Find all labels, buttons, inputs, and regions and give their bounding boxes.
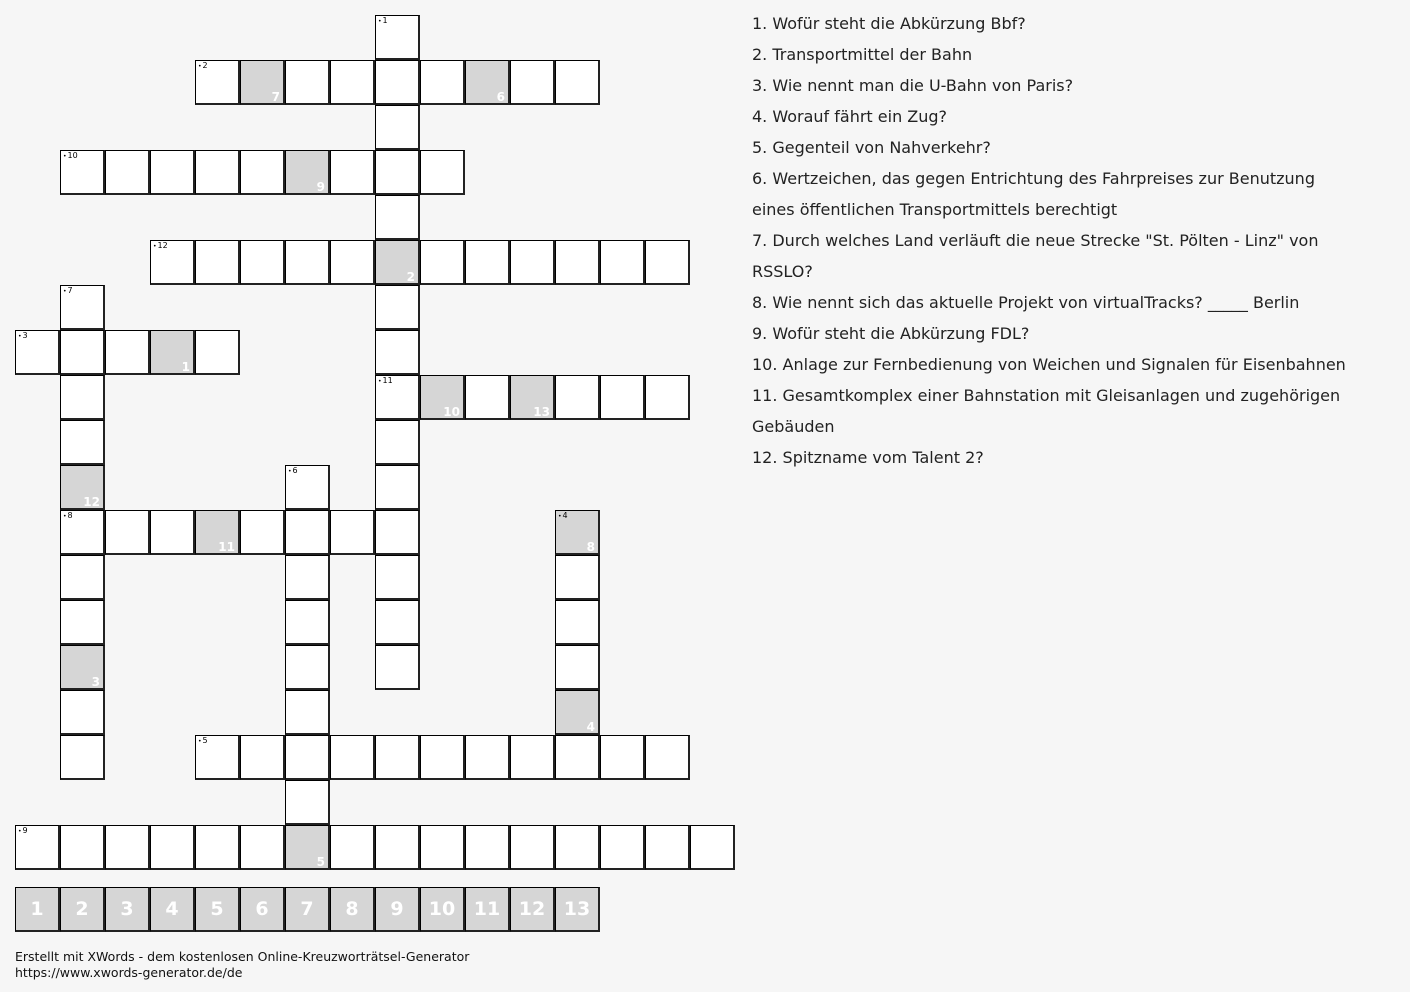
grid-cell[interactable] xyxy=(420,60,465,105)
solution-cell[interactable] xyxy=(285,150,330,195)
grid-cell[interactable] xyxy=(285,690,330,735)
grid-cell[interactable] xyxy=(60,510,105,555)
grid-cell[interactable] xyxy=(60,735,105,780)
grid-cell[interactable] xyxy=(15,825,60,870)
grid-cell[interactable] xyxy=(285,510,330,555)
grid-cell[interactable] xyxy=(285,240,330,285)
solution-index: 2 xyxy=(406,270,415,284)
solution-row-cell[interactable]: 13 xyxy=(555,887,600,932)
grid-cell[interactable] xyxy=(375,555,420,600)
grid-cell[interactable] xyxy=(330,60,375,105)
solution-row-cell[interactable]: 10 xyxy=(420,887,465,932)
grid-cell[interactable] xyxy=(645,825,690,870)
grid-cell[interactable] xyxy=(420,150,465,195)
footer xyxy=(15,949,469,981)
grid-cell[interactable] xyxy=(600,240,645,285)
clue-item: 2. Transportmittel der Bahn xyxy=(752,45,973,64)
grid-cell[interactable] xyxy=(105,510,150,555)
solution-index: 12 xyxy=(83,495,100,509)
grid-cell[interactable] xyxy=(375,195,420,240)
clue-item: 12. Spitzname vom Talent 2? xyxy=(752,448,984,467)
grid-cell[interactable] xyxy=(105,825,150,870)
solution-cell[interactable] xyxy=(510,375,555,420)
clue-item: 9. Wofür steht die Abkürzung FDL? xyxy=(752,324,1030,343)
grid-cell[interactable] xyxy=(150,510,195,555)
clue-item: 7. Durch welches Land verläuft die neue Strecke "St. Pölten - Linz" von RSSLO? xyxy=(752,231,1319,281)
solution-index: 5 xyxy=(316,855,325,869)
solution-index: 7 xyxy=(271,90,280,104)
clue-number: • 11 xyxy=(378,377,393,385)
grid-cell[interactable] xyxy=(240,150,285,195)
clue-item: 5. Gegenteil von Nahverkehr? xyxy=(752,138,991,157)
solution-row-cell[interactable]: 3 xyxy=(105,887,150,932)
grid-cell[interactable] xyxy=(555,600,600,645)
clue-number: • 12 xyxy=(153,242,168,250)
solution-index: 4 xyxy=(586,720,595,734)
grid-cell[interactable] xyxy=(330,240,375,285)
grid-cell[interactable] xyxy=(285,735,330,780)
solution-cell[interactable] xyxy=(465,60,510,105)
solution-cell[interactable] xyxy=(420,375,465,420)
solution-index: 3 xyxy=(91,675,100,689)
grid-cell[interactable] xyxy=(375,645,420,690)
grid-cell[interactable] xyxy=(465,375,510,420)
solution-cell[interactable] xyxy=(240,60,285,105)
clue-number: • 7 xyxy=(63,287,73,295)
grid-cell[interactable] xyxy=(375,150,420,195)
grid-cell[interactable] xyxy=(285,780,330,825)
crossword-grid xyxy=(0,0,740,940)
clue-number: • 2 xyxy=(198,62,208,70)
solution-row-cell[interactable]: 11 xyxy=(465,887,510,932)
grid-cell[interactable] xyxy=(510,60,555,105)
clue-number: • 5 xyxy=(198,737,208,745)
grid-cell[interactable] xyxy=(555,240,600,285)
clue-number: • 10 xyxy=(63,152,78,160)
grid-cell[interactable] xyxy=(420,735,465,780)
grid-cell[interactable] xyxy=(375,510,420,555)
grid-cell[interactable] xyxy=(555,60,600,105)
solution-row-cell[interactable]: 1 xyxy=(15,887,60,932)
clue-item: 10. Anlage zur Fernbedienung von Weichen und Signalen für Eisenbahnen xyxy=(752,355,1346,374)
clue-item: 3. Wie nennt man die U-Bahn von Paris? xyxy=(752,76,1074,95)
grid-cell[interactable] xyxy=(330,825,375,870)
grid-cell[interactable] xyxy=(60,420,105,465)
grid-cell[interactable] xyxy=(375,285,420,330)
solution-index: 1 xyxy=(181,360,190,374)
solution-cell[interactable] xyxy=(60,465,105,510)
solution-index: 8 xyxy=(586,540,595,554)
grid-cell[interactable] xyxy=(645,375,690,420)
grid-cell[interactable] xyxy=(690,825,735,870)
grid-cell[interactable] xyxy=(375,60,420,105)
grid-cell[interactable] xyxy=(60,285,105,330)
clue-number: • 4 xyxy=(558,512,568,520)
grid-cell[interactable] xyxy=(105,330,150,375)
solution-row-cell[interactable]: 4 xyxy=(150,887,195,932)
clue-item: 8. Wie nennt sich das aktuelle Projekt von virtualTracks? _____ Berlin xyxy=(752,293,1300,312)
grid-cell[interactable] xyxy=(60,600,105,645)
grid-cell[interactable] xyxy=(60,375,105,420)
solution-row-cell[interactable]: 2 xyxy=(60,887,105,932)
clue-item: 4. Worauf fährt ein Zug? xyxy=(752,107,948,126)
grid-cell[interactable] xyxy=(15,330,60,375)
grid-cell[interactable] xyxy=(600,825,645,870)
grid-cell[interactable] xyxy=(555,555,600,600)
grid-cell[interactable] xyxy=(330,150,375,195)
grid-cell[interactable] xyxy=(375,465,420,510)
grid-cell[interactable] xyxy=(285,600,330,645)
grid-cell[interactable] xyxy=(510,825,555,870)
solution-row-cell[interactable]: 12 xyxy=(510,887,555,932)
grid-cell[interactable] xyxy=(330,510,375,555)
clue-item: 11. Gesamtkomplex einer Bahnstation mit Gleisanlagen und zugehörigen Gebäuden xyxy=(752,386,1341,436)
grid-cell[interactable] xyxy=(240,510,285,555)
grid-cell[interactable] xyxy=(240,240,285,285)
grid-cell[interactable] xyxy=(510,735,555,780)
grid-cell[interactable] xyxy=(555,825,600,870)
grid-cell[interactable] xyxy=(375,105,420,150)
clue-number: • 8 xyxy=(63,512,73,520)
grid-cell[interactable] xyxy=(195,60,240,105)
grid-cell[interactable] xyxy=(510,240,555,285)
clue-number: • 1 xyxy=(378,17,388,25)
grid-cell[interactable] xyxy=(285,60,330,105)
footer-credit: Erstellt mit XWords - dem kostenlosen Online-Kreuzworträtsel-Generator xyxy=(15,949,470,964)
grid-cell[interactable] xyxy=(555,645,600,690)
solution-cell[interactable] xyxy=(195,510,240,555)
grid-cell[interactable] xyxy=(60,150,105,195)
grid-cell[interactable] xyxy=(420,825,465,870)
solution-cell[interactable] xyxy=(150,330,195,375)
grid-cell[interactable] xyxy=(150,150,195,195)
grid-cell[interactable] xyxy=(195,150,240,195)
grid-cell[interactable] xyxy=(60,690,105,735)
solution-index: 13 xyxy=(533,405,550,419)
solution-index: 10 xyxy=(443,405,460,419)
clue-number: • 9 xyxy=(18,827,28,835)
grid-cell[interactable] xyxy=(375,825,420,870)
solution-row-cell[interactable]: 5 xyxy=(195,887,240,932)
grid-cell[interactable] xyxy=(555,375,600,420)
grid-cell[interactable] xyxy=(465,825,510,870)
solution-cell[interactable] xyxy=(285,825,330,870)
solution-row-cell[interactable]: 8 xyxy=(330,887,375,932)
footer-url[interactable]: https://www.xwords-generator.de/de xyxy=(15,965,243,980)
grid-cell[interactable] xyxy=(195,825,240,870)
grid-cell[interactable] xyxy=(195,735,240,780)
solution-row-cell[interactable]: 6 xyxy=(240,887,285,932)
grid-cell[interactable] xyxy=(285,645,330,690)
grid-cell[interactable] xyxy=(375,330,420,375)
solution-cell[interactable] xyxy=(555,690,600,735)
grid-cell[interactable] xyxy=(60,330,105,375)
solution-cell[interactable] xyxy=(375,240,420,285)
grid-cell[interactable] xyxy=(150,825,195,870)
grid-cell[interactable] xyxy=(645,240,690,285)
grid-cell[interactable] xyxy=(330,735,375,780)
grid-cell[interactable] xyxy=(645,735,690,780)
grid-cell[interactable] xyxy=(465,240,510,285)
grid-cell[interactable] xyxy=(375,420,420,465)
solution-cell[interactable] xyxy=(60,645,105,690)
grid-cell[interactable] xyxy=(195,240,240,285)
solution-row-cell[interactable]: 7 xyxy=(285,887,330,932)
grid-cell[interactable] xyxy=(555,735,600,780)
grid-cell[interactable] xyxy=(240,735,285,780)
solution-index: 9 xyxy=(316,180,325,194)
grid-cell[interactable] xyxy=(60,825,105,870)
clue-number: • 6 xyxy=(288,467,298,475)
solution-index: 11 xyxy=(218,540,235,554)
grid-cell[interactable] xyxy=(375,15,420,60)
grid-cell[interactable] xyxy=(240,825,285,870)
clue-list xyxy=(752,8,1352,473)
solution-row-cell[interactable]: 9 xyxy=(375,887,420,932)
clue-item: 6. Wertzeichen, das gegen Entrichtung des Fahrpreises zur Benutzung eines öffentlichen Transportmittels berechtigt xyxy=(752,169,1315,219)
solution-index: 6 xyxy=(496,90,505,104)
grid-cell[interactable] xyxy=(375,375,420,420)
grid-cell[interactable] xyxy=(375,600,420,645)
grid-cell[interactable] xyxy=(105,150,150,195)
clue-number: • 3 xyxy=(18,332,28,340)
grid-cell[interactable] xyxy=(600,375,645,420)
grid-cell[interactable] xyxy=(150,240,195,285)
grid-cell[interactable] xyxy=(600,735,645,780)
grid-cell[interactable] xyxy=(195,330,240,375)
grid-cell[interactable] xyxy=(285,465,330,510)
grid-cell[interactable] xyxy=(465,735,510,780)
clue-item: 1. Wofür steht die Abkürzung Bbf? xyxy=(752,14,1026,33)
grid-cell[interactable] xyxy=(375,735,420,780)
solution-cell[interactable] xyxy=(555,510,600,555)
grid-cell[interactable] xyxy=(285,555,330,600)
grid-cell[interactable] xyxy=(60,555,105,600)
grid-cell[interactable] xyxy=(420,240,465,285)
